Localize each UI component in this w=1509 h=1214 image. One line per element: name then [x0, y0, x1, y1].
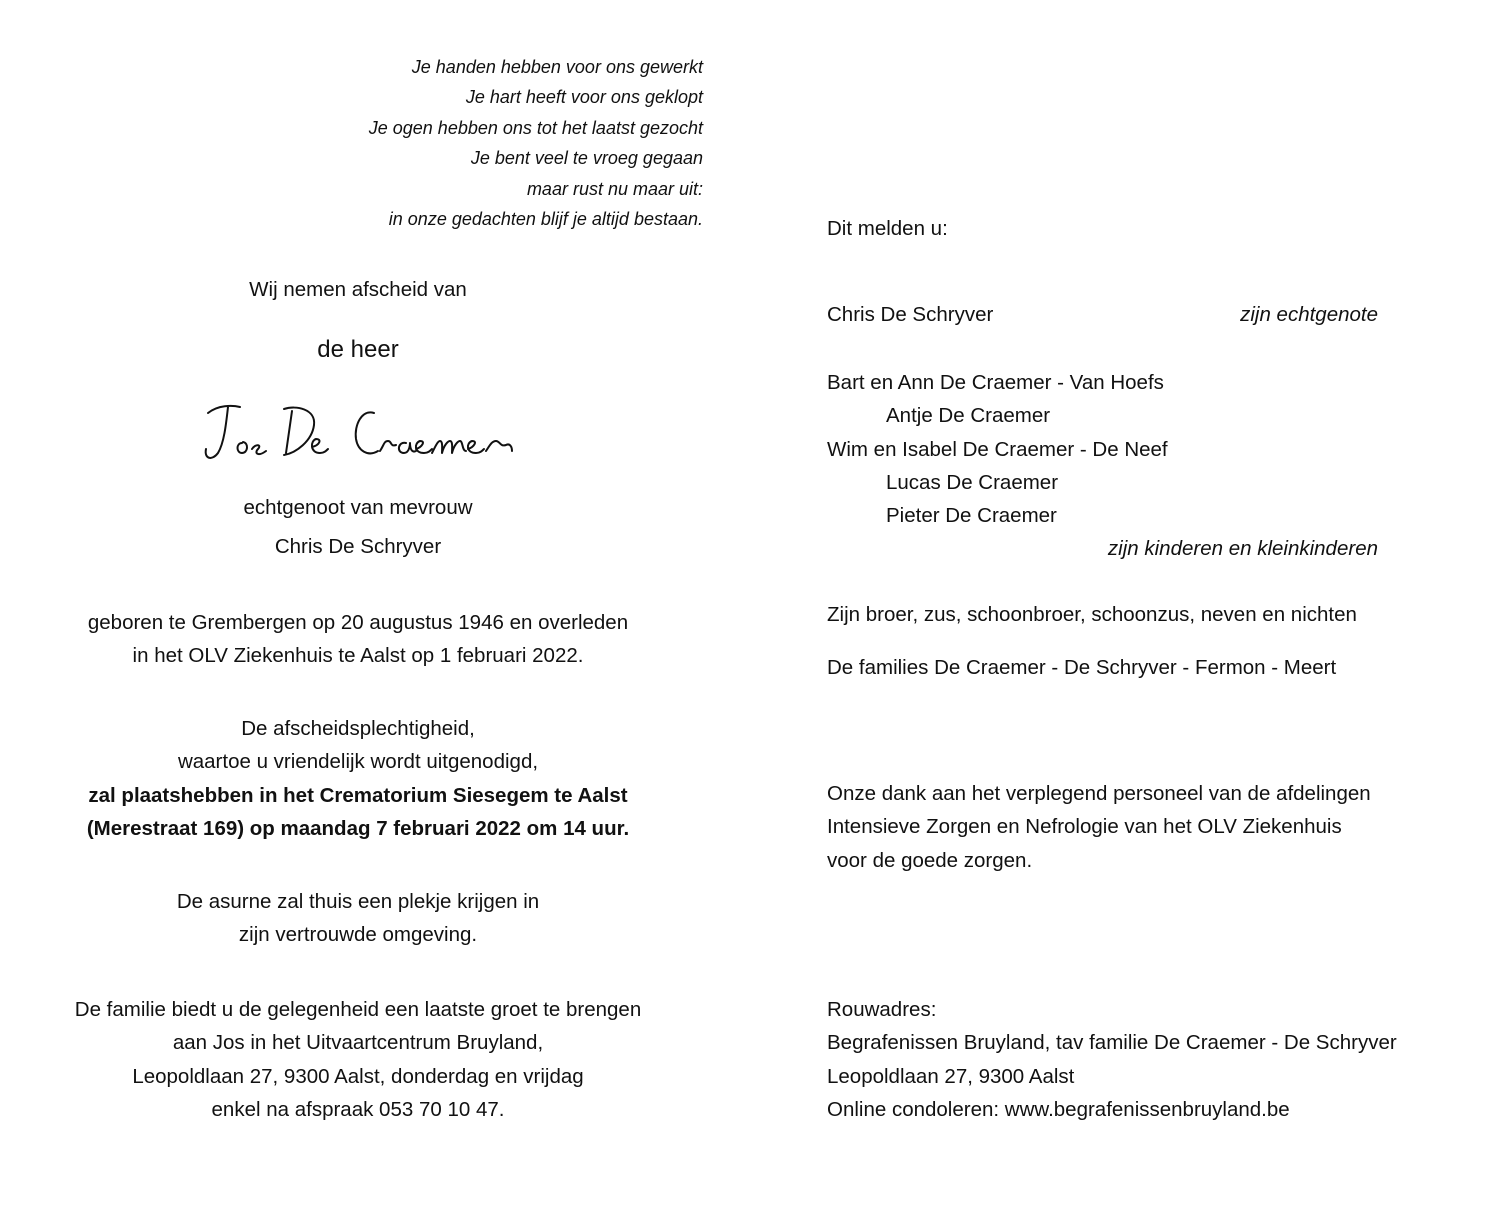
- ceremony-line: waartoe u vriendelijk wordt uitgenodigd,: [177, 750, 539, 774]
- birth-death-line: in het OLV Ziekenhuis te Aalst op 1 februari 2022.: [132, 644, 584, 668]
- deceased-name-signature: [200, 395, 530, 470]
- mourning-address-label: Rouwadres:: [827, 998, 937, 1021]
- spouse-intro: echtgenoot van mevrouw: [243, 496, 473, 519]
- mourning-address: [827, 993, 1397, 1126]
- poem-line: Je handen hebben voor ons gewerkt: [411, 57, 703, 77]
- urn-line: De asurne zal thuis een plekje krijgen in: [176, 890, 540, 913]
- poem-line: Je ogen hebben ons tot het laatst gezocht: [368, 117, 703, 138]
- announcers-heading: Dit melden u:: [827, 217, 948, 240]
- poem-line: in onze gedachten blijf je altijd bestaan.: [388, 209, 703, 230]
- thanks-text: [827, 777, 1371, 877]
- announcer-spouse-relation: zijn echtgenote: [1240, 303, 1378, 326]
- spouse-name: Chris De Schryver: [274, 535, 442, 558]
- intro-text: Wij nemen afscheid van: [249, 278, 467, 301]
- online-condolence-line: Online condoleren: www.begrafenissenbruyland.be: [827, 1097, 1290, 1121]
- list-item: Bart en Ann De Craemer - Van Hoefs: [827, 371, 1164, 394]
- visit-line: enkel na afspraak 053 70 10 47.: [211, 1097, 505, 1121]
- ceremony-datetime: (Merestraat 169) op maandag 7 februari 2022 om 14 uur.: [86, 816, 630, 840]
- mourning-address-line: Leopoldlaan 27, 9300 Aalst: [827, 1064, 1075, 1088]
- salutation: de heer: [317, 336, 399, 363]
- birth-death-line: geboren te Grembergen op 20 augustus 1946 en overleden: [87, 611, 629, 634]
- list-item: Antje De Craemer: [886, 404, 1051, 428]
- urn-line: zijn vertrouwde omgeving.: [238, 923, 478, 947]
- children-list: [827, 366, 1168, 532]
- urn-info: [20, 885, 696, 952]
- poem: [300, 52, 703, 234]
- poem-line: Je bent veel te vroeg gegaan: [470, 148, 703, 169]
- visit-line: De familie biedt u de gelegenheid een laatste groet te brengen: [74, 998, 642, 1021]
- list-item: Pieter De Craemer: [886, 504, 1057, 528]
- announcer-spouse-name: Chris De Schryver: [827, 303, 994, 326]
- families-line: De families De Craemer - De Schryver - Fermon - Meert: [827, 656, 1337, 679]
- thanks-line: Onze dank aan het verplegend personeel van de afdelingen: [827, 782, 1371, 805]
- ceremony-info: [20, 712, 696, 845]
- visit-line: Leopoldlaan 27, 9300 Aalst, donderdag en vrijdag: [132, 1064, 584, 1088]
- thanks-line: Intensieve Zorgen en Nefrologie van het OLV Ziekenhuis: [827, 815, 1342, 839]
- birth-death-info: [20, 606, 696, 673]
- ceremony-line: De afscheidsplechtigheid,: [241, 717, 475, 740]
- thanks-line: voor de goede zorgen.: [827, 848, 1033, 872]
- list-item: Wim en Isabel De Craemer - De Neef: [827, 437, 1168, 461]
- list-item: Lucas De Craemer: [886, 470, 1059, 494]
- poem-line: maar rust nu maar uit:: [526, 178, 703, 199]
- poem-line: Je hart heeft voor ons geklopt: [465, 87, 703, 108]
- ceremony-location: zal plaatshebben in het Crematorium Siesegem te Aalst: [88, 783, 628, 807]
- siblings-line: Zijn broer, zus, schoonbroer, schoonzus, neven en nichten: [827, 603, 1357, 626]
- visit-line: aan Jos in het Uitvaartcentrum Bruyland,: [172, 1031, 544, 1055]
- children-relation: zijn kinderen en kleinkinderen: [1107, 537, 1378, 560]
- visit-info: [20, 993, 696, 1126]
- mourning-address-line: Begrafenissen Bruyland, tav familie De Craemer - De Schryver: [827, 1031, 1397, 1055]
